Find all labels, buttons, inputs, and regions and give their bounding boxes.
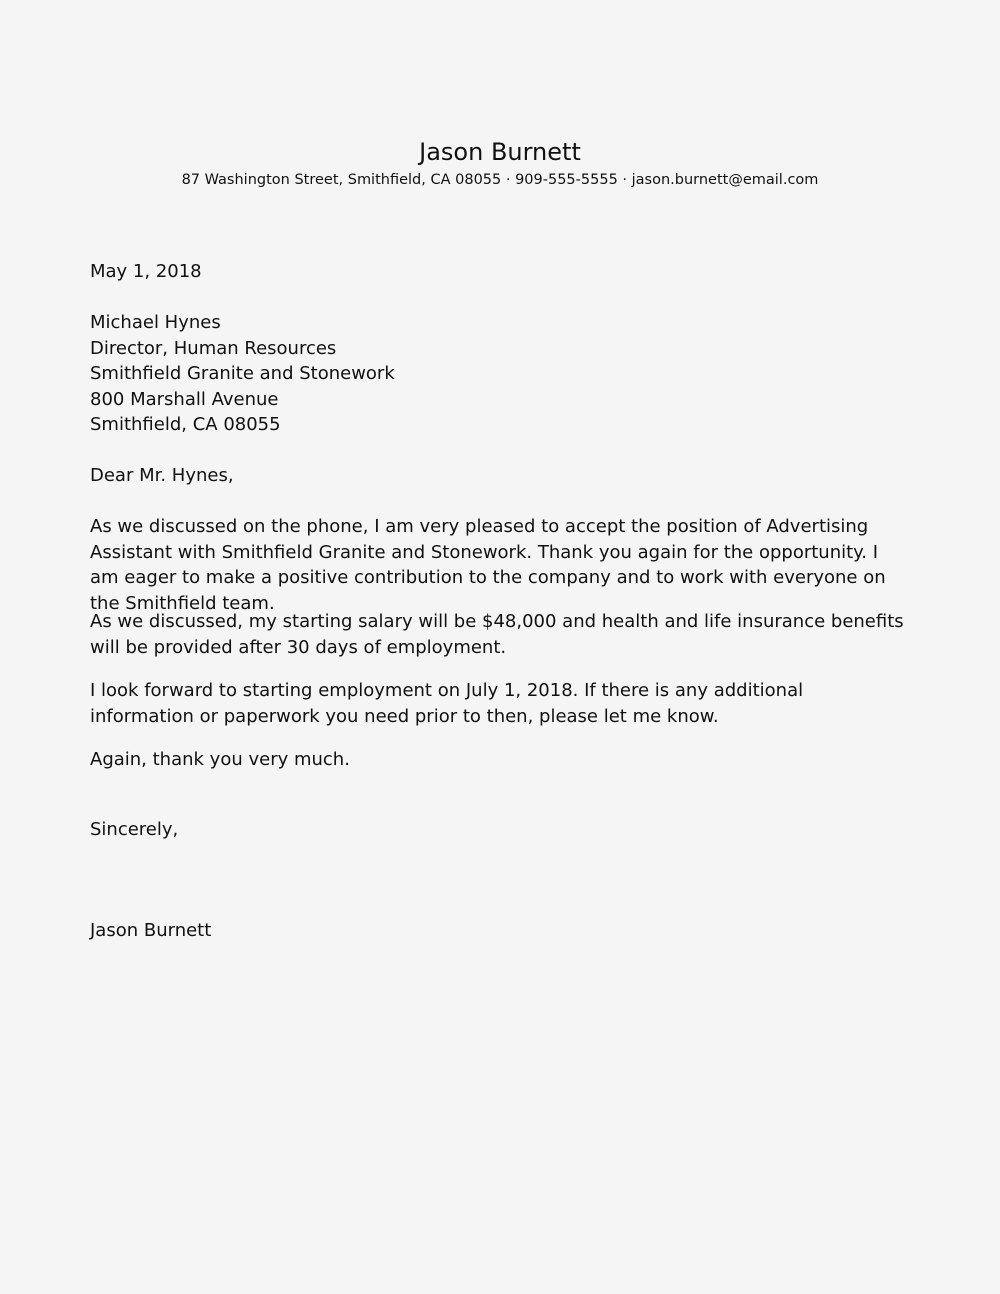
sender-contact-line: 87 Washington Street, Smithfield, CA 08055 · 909-555-5555 · jason.burnett@email.com <box>181 172 819 188</box>
recipient-street: 800 Marshall Avenue <box>90 388 279 410</box>
body-paragraph-acceptance: As we discussed on the phone, I am very pleased to accept the position of Advertising Assistant with Smithfield Granite and Stonework. Thank you again for the opportunity. I am eager to make a positive contribution to the company and to work with everyone on the Smithfield team. <box>90 516 886 614</box>
recipient-title: Director, Human Resources <box>90 337 337 359</box>
recipient-address-block <box>90 310 910 438</box>
recipient-city: Smithfield, CA 08055 <box>90 414 281 435</box>
recipient-company: Smithfield Granite and Stonework <box>90 363 395 384</box>
letterhead <box>0 136 1000 190</box>
body-paragraph-thanks: Again, thank you very much. <box>90 749 350 770</box>
closing: Sincerely, <box>90 819 179 840</box>
signature-name: Jason Burnett <box>90 920 212 941</box>
recipient-name: Michael Hynes <box>90 312 221 333</box>
salutation: Dear Mr. Hynes, <box>90 465 234 486</box>
sender-name: Jason Burnett <box>419 138 581 166</box>
letter-date: May 1, 2018 <box>90 261 202 282</box>
body-paragraph-start-date: I look forward to starting employment on July 1, 2018. If there is any additional information or paperwork you need prior to then, please let me know. <box>90 680 804 727</box>
body-paragraph-salary: As we discussed, my starting salary will be $48,000 and health and life insurance benefits will be provided after 30 days of employment. <box>90 611 904 658</box>
